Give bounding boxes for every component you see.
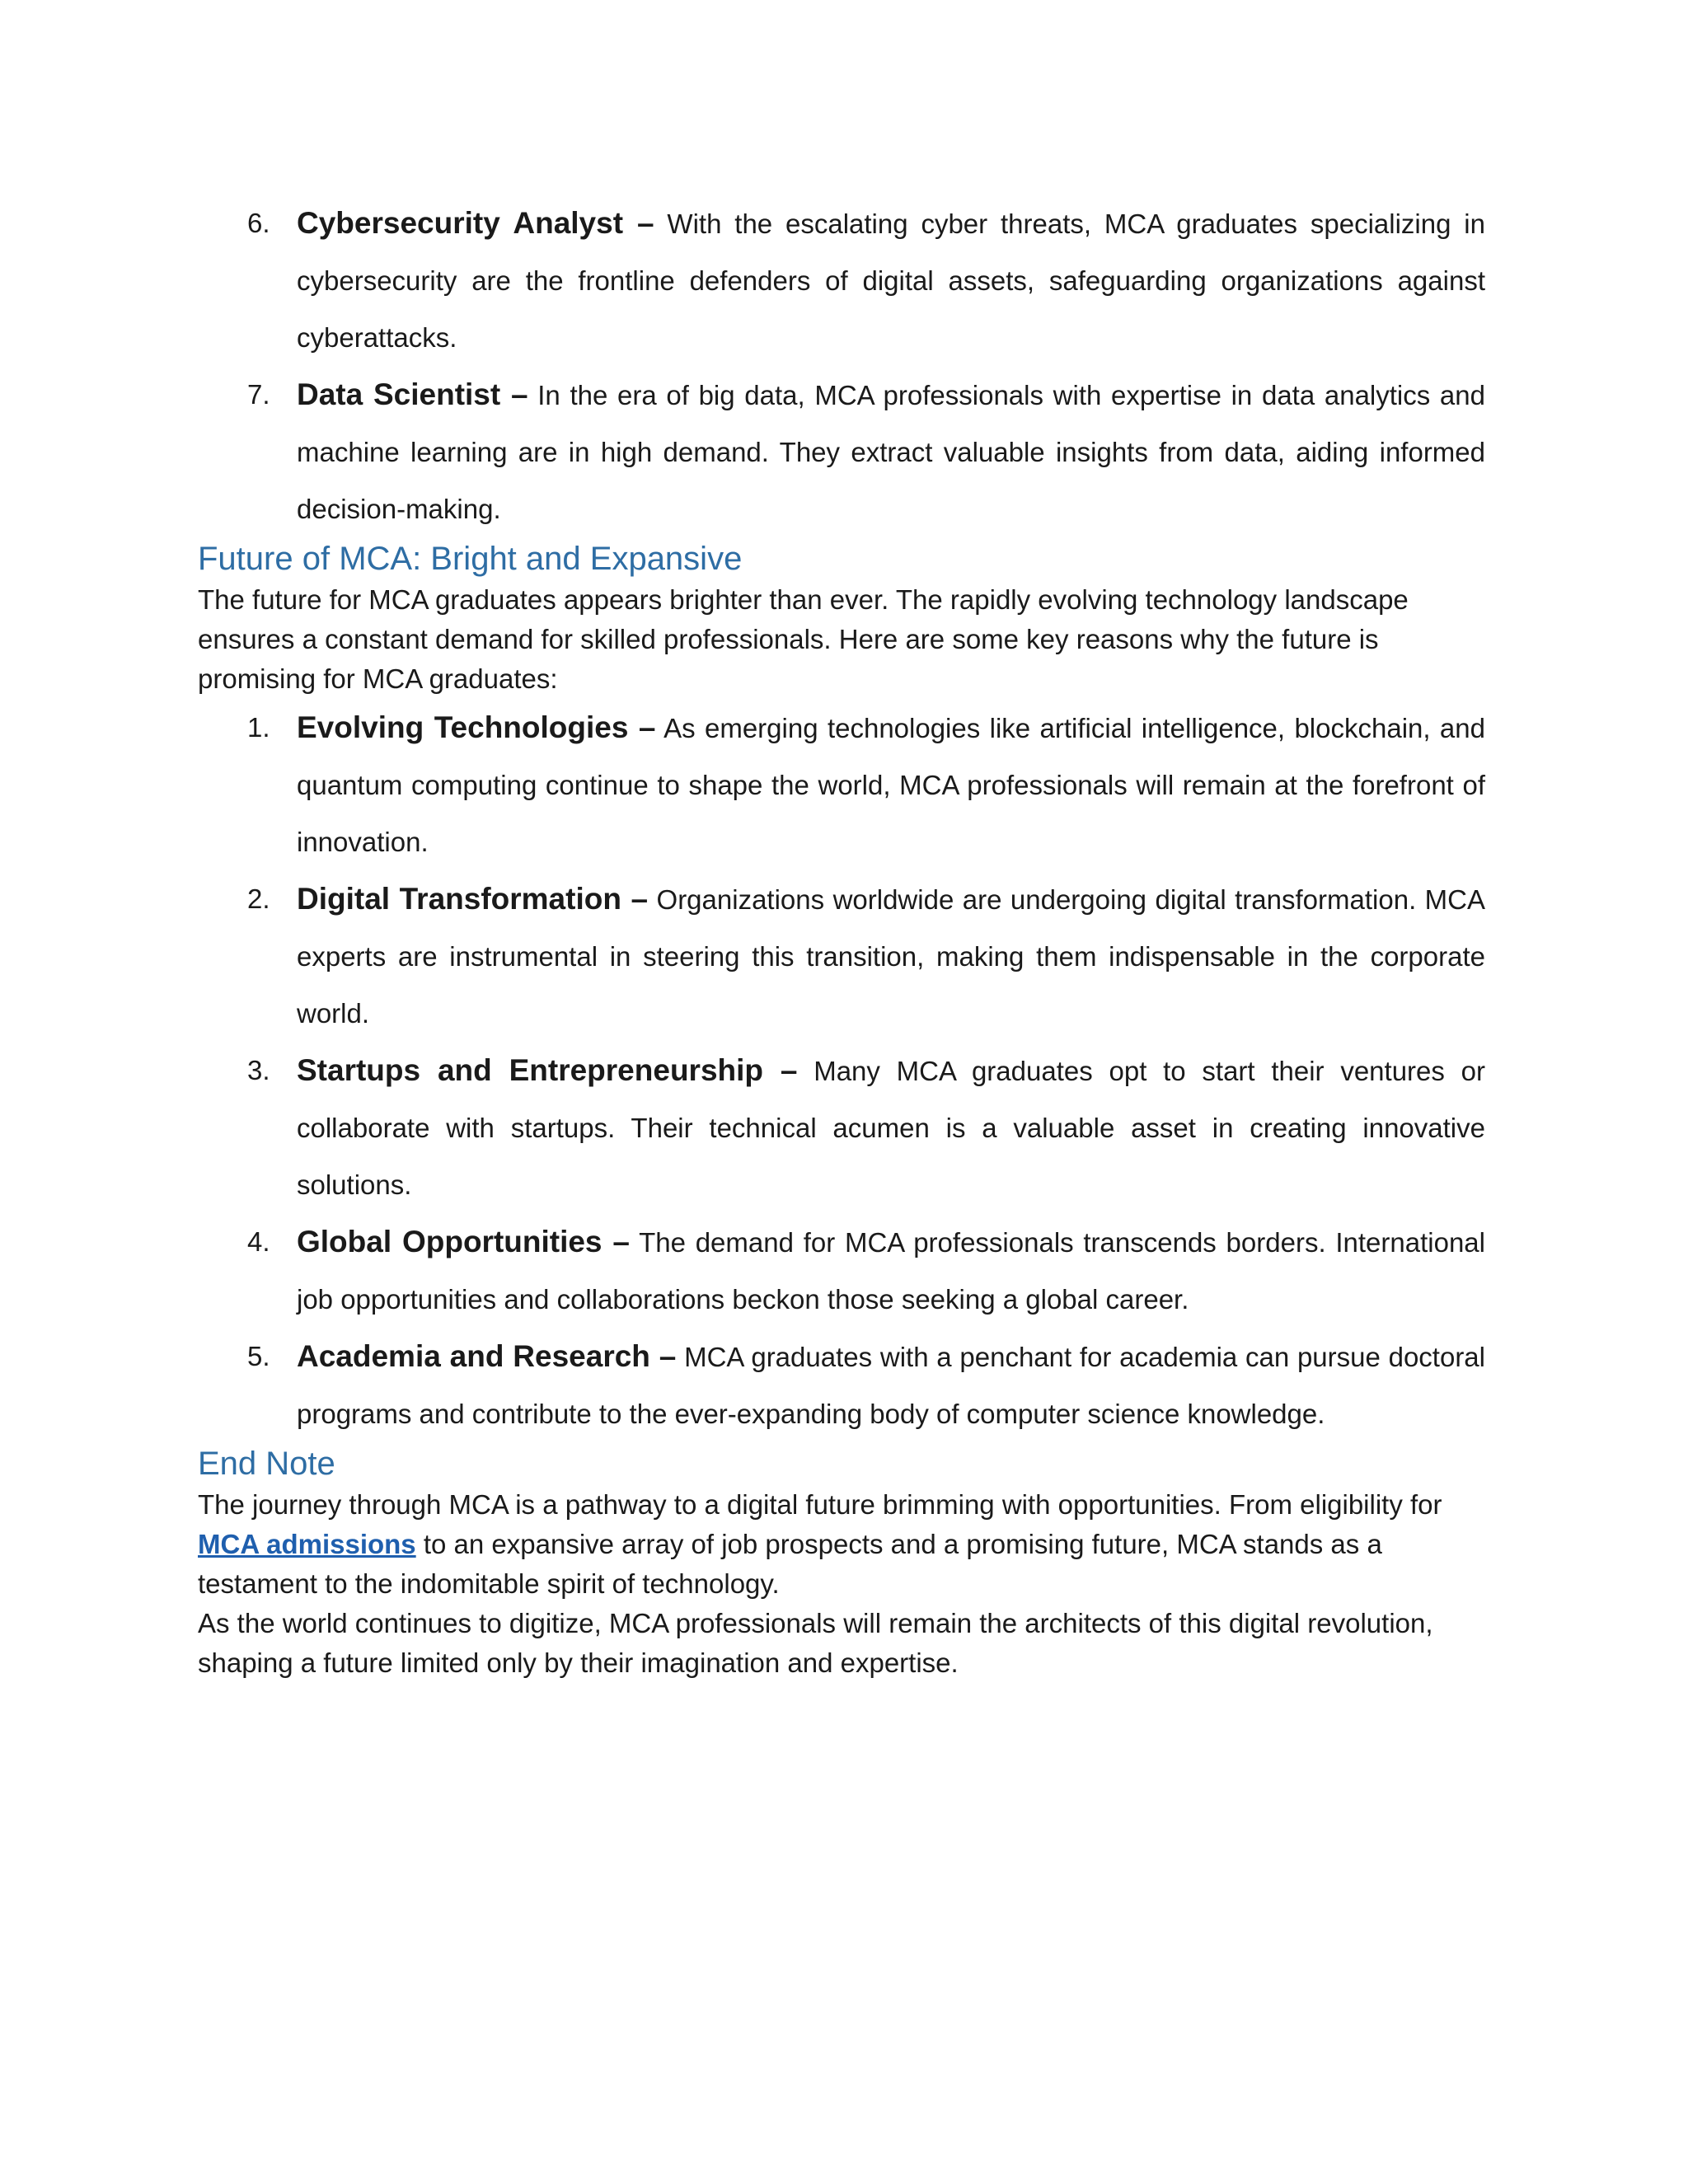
- list-number: 7.: [247, 379, 270, 410]
- list-text: In the era of big data, MCA professionals with expertise in data analytics and machine learning are in high demand. They extract valuable insights from data, aiding informed decision-making.: [297, 380, 1485, 524]
- paragraph-text: The journey through MCA is a pathway to a digital future brimming with opportunities. From eligibility for: [198, 1489, 1442, 1520]
- end-note-paragraph-2: As the world continues to digitize, MCA professionals will remain the architects of this digital revolution, shaping a future limited only by their imagination and expertise.: [198, 1608, 1433, 1678]
- list-text: The demand for MCA professionals transcends borders. International job opportunities and collaborations beckon those seeking a global career.: [297, 1227, 1485, 1315]
- paragraph-text: to an expansive array of job prospects and a promising future, MCA stands as a testament to the indomitable spirit of technology.: [198, 1529, 1382, 1599]
- mca-admissions-link[interactable]: MCA admissions: [198, 1529, 416, 1559]
- list-text: MCA graduates with a penchant for academia can pursue doctoral programs and contribute to the ever-expanding body of computer science knowledge.: [297, 1342, 1485, 1429]
- document-page: [198, 194, 1485, 1683]
- list-number: 6.: [247, 208, 270, 238]
- list-item: [198, 1213, 1485, 1328]
- list-number: 4.: [247, 1226, 270, 1257]
- list-text: Organizations worldwide are undergoing digital transformation. MCA experts are instrumental in steering this transition, making them indispensable in the corporate world.: [297, 884, 1486, 1029]
- list-term: Evolving Technologies –: [297, 710, 656, 744]
- end-note-heading: End Note: [198, 1446, 335, 1482]
- future-reasons-list: [198, 699, 1485, 1442]
- list-term: Academia and Research –: [297, 1339, 677, 1373]
- list-item: [198, 699, 1485, 870]
- list-item: [198, 366, 1485, 537]
- list-term: Digital Transformation –: [297, 882, 649, 916]
- list-term: Cybersecurity Analyst –: [297, 206, 654, 240]
- career-list-continued: [198, 194, 1485, 537]
- future-heading: Future of MCA: Bright and Expansive: [198, 541, 743, 577]
- list-number: 1.: [247, 712, 270, 743]
- list-text: With the escalating cyber threats, MCA graduates specializing in cybersecurity are the frontline defenders of digital assets, safeguarding organizations against cyberattacks.: [297, 209, 1485, 353]
- list-number: 2.: [247, 883, 270, 914]
- list-text: Many MCA graduates opt to start their ventures or collaborate with startups. Their technical acumen is a valuable asset in creating innovative solutions.: [297, 1056, 1485, 1200]
- list-item: [198, 1328, 1485, 1442]
- list-text: As emerging technologies like artificial intelligence, blockchain, and quantum computing continue to shape the world, MCA professionals will remain at the forefront of innovation.: [297, 713, 1485, 857]
- list-term: Data Scientist –: [297, 377, 528, 411]
- list-term: Startups and Entrepreneurship –: [297, 1053, 798, 1087]
- end-note-paragraph-1: [198, 1485, 1485, 1604]
- list-item: [198, 870, 1485, 1042]
- list-item: [198, 1042, 1485, 1213]
- list-number: 5.: [247, 1341, 270, 1371]
- list-term: Global Opportunities –: [297, 1225, 630, 1258]
- list-number: 3.: [247, 1055, 270, 1085]
- list-item: [198, 194, 1485, 366]
- future-intro: The future for MCA graduates appears brighter than ever. The rapidly evolving technology landscape ensures a constant demand for skilled professionals. Here are some key reasons why the future is promising for MCA graduates:: [198, 584, 1409, 694]
